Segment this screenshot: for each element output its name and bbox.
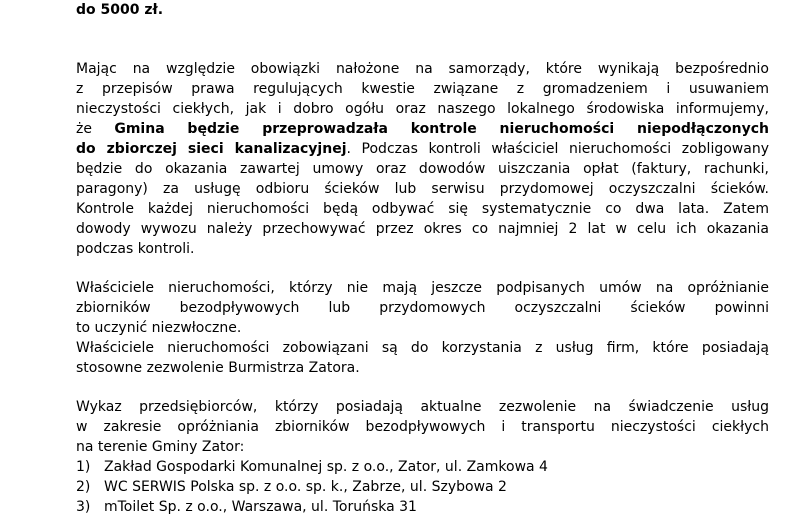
paragraph-line: paragony) za usługę odbioru ścieków lub serwisu przydomowej oczyszczalni ścieków. [76,181,769,197]
list-item [76,457,769,477]
paragraph-line-bold [76,139,769,159]
list-number: 3) [76,499,91,515]
paragraph-contracts [76,278,769,338]
paragraph-line: Właściciele nieruchomości zobowiązani są do korzystania z usług firm, które posiadają [76,340,769,356]
paragraph-line: Właściciele nieruchomości, którzy nie mają jeszcze podpisanych umów na opróżnianie [76,280,769,296]
paragraph-line: będzie do okazania zawartej umowy oraz dowodów uiszczania opłat (faktury, rachunki, [76,161,769,177]
company-entry: WC SERWIS Polska sp. z o.o. sp. k., Zabrze, ul. Szybowa 2 [104,479,507,495]
company-list [76,457,769,517]
list-number: 2) [76,479,91,495]
paragraph-line-bold [76,119,769,139]
heading-tail: do 5000 zł. [76,2,164,18]
list-item [76,497,769,517]
list-item [76,477,769,497]
paragraph-line: dowody wywozu należy przechowywać przez okres co najmniej 2 lat w celu ich okazania [76,221,769,237]
paragraph-line: to uczynić niezwłoczne. [76,320,242,336]
paragraph-line: Kontrole każdej nieruchomości będą odbywać się systematycznie co dwa lata. Zatem [76,201,769,217]
list-number: 1) [76,459,91,475]
paragraph-line: stosowne zezwolenie Burmistrza Zatora. [76,360,360,376]
paragraph-list-intro [76,397,769,457]
paragraph-line: nieczystości ciekłych, jak i dobro ogółu oraz naszego lokalnego środowiska informujemy, [76,101,769,117]
company-entry: Zakład Gospodarki Komunalnej sp. z o.o., Zator, ul. Zamkowa 4 [104,459,548,475]
bold-statement: Gmina będzie przeprowadzała kontrole nieruchomości niepodłączonych [114,121,769,137]
line-rest: . Podczas kontroli właściciel nieruchomości zobligowany [346,141,769,157]
paragraph-permits [76,338,769,378]
paragraph-line: podczas kontroli. [76,241,195,257]
paragraph-line: na terenie Gminy Zator: [76,439,245,455]
bold-statement-end: do zbiorczej sieci kanalizacyjnej [76,141,347,157]
paragraph-line: Mając na względzie obowiązki nałożone na samorządy, które wynikają bezpośrednio [76,61,769,77]
paragraph-line: w zakresie opróżniania zbiorników bezodpływowych i transportu nieczystości ciekłych [76,419,769,435]
company-entry: mToilet Sp. z o.o., Warszawa, ul. Toruńska 31 [104,499,417,515]
paragraph-line: Wykaz przedsiębiorców, którzy posiadają aktualne zezwolenie na świadczenie usług [76,399,769,415]
paragraph-line: z przepisów prawa regulujących kwestie związane z gromadzeniem i usuwaniem [76,81,769,97]
paragraph-obligations [76,59,769,259]
document-body [76,0,769,517]
line-prefix: że [76,121,115,137]
paragraph-line: zbiorników bezodpływowych lub przydomowych oczyszczalni ścieków powinni [76,300,769,316]
